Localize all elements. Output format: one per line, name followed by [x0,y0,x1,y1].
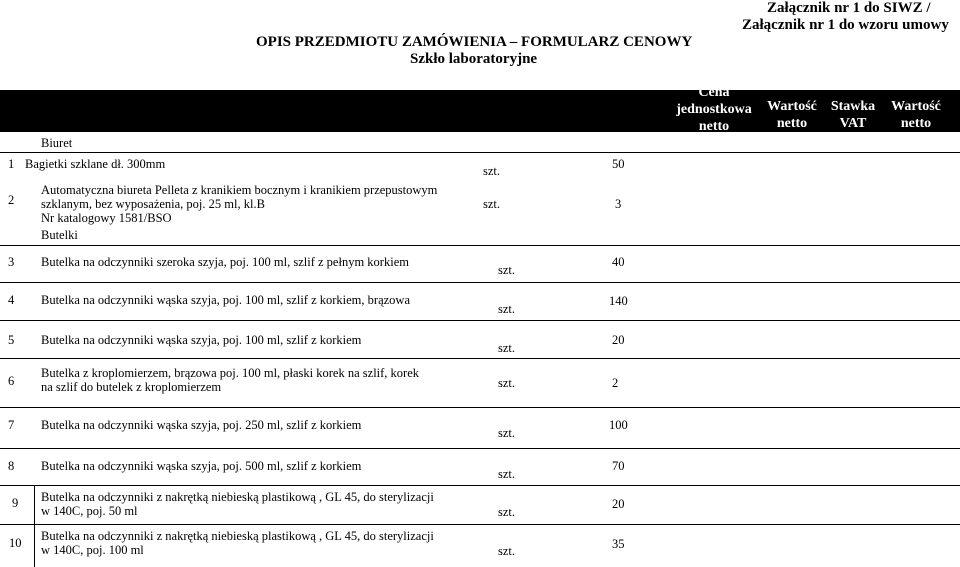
table-row-name: na szlif do butelek z kroplomierzem [41,380,222,394]
table-row-unit: szt. [498,341,516,355]
attachment-line1: Załącznik nr 1 do SIWZ / [767,0,931,16]
table-row-qty: 35 [612,537,625,551]
table-row-lp: 5 [8,333,15,347]
table-row-name: Nr katalogowy 1581/BSO [41,211,172,225]
table-row-name: Butelka na odczynniki wąska szyja, poj. 500 ml, szlif z korkiem [41,459,362,473]
table-row-unit: szt. [498,467,516,481]
table-row-lp: 3 [8,255,15,269]
table-row-qty: 20 [612,497,625,511]
table-row-name: Butelka na odczynniki szeroka szyja, poj. 100 ml, szlif z pełnym korkiem [41,255,409,269]
row-divider [0,407,960,408]
row-divider [0,448,960,449]
table-row-unit: szt. [498,426,516,440]
table-row-lp: 7 [8,418,15,432]
row-divider [0,245,960,246]
row-divider [0,524,960,525]
table-row-unit: szt. [498,302,516,316]
header-value-net-2: Wartość netto [891,99,941,131]
table-row-name: Butelka z kroplomierzem, brązowa poj. 100 ml, płaski korek na szlif, korek [41,366,420,380]
page-subtitle: Szkło laboratoryjne [410,51,538,67]
table-row-qty: 40 [612,255,625,269]
header-lp: Lp. [6,103,27,118]
table-row-qty: 50 [612,157,625,171]
table-row-qty: 100 [609,418,628,432]
table-row-name: Automatyczna biureta Pelleta z kranikiem bocznym i kranikiem przepustowym [41,183,438,197]
table-row-unit: szt. [498,505,516,519]
table-row-name: Butelka na odczynniki z nakrętką niebieską plastikową , GL 45, do sterylizacji [41,529,434,543]
section-biuret: Biuret [41,136,73,150]
row-divider [0,358,960,359]
table-row-unit: szt. [483,197,501,211]
row-divider [0,485,960,486]
table-row-qty: 2 [612,376,619,390]
table-row-lp: 8 [8,459,15,473]
row-divider [0,282,960,283]
table-row-unit: szt. [498,263,516,277]
table-row-name: Butelka na odczynniki wąska szyja, poj. 250 ml, szlif z korkiem [41,418,362,432]
table-row-name: Butelka na odczynniki wąska szyja, poj. 100 ml, szlif z korkiem [41,333,362,347]
table-row-lp: 10 [9,536,22,550]
table-row-name: w 140C, poj. 100 ml [41,543,144,557]
table-row-name: szklanym, bez wyposażenia, poj. 25 ml, kl.B [41,197,265,211]
header-value-net: Wartość netto [767,99,817,131]
table-row-unit: szt. [498,544,516,558]
table-row-name: Butelka na odczynniki z nakrętką niebieską plastikową , GL 45, do sterylizacji [41,490,434,504]
table-row-name: Butelka na odczynniki wąska szyja, poj. 100 ml, szlif z korkiem, brązowa [41,293,410,307]
table-row-name: Bagietki szklane dł. 300mm [25,157,166,171]
table-row-lp: 4 [8,293,15,307]
table-row-qty: 140 [609,294,628,308]
table-row-qty: 3 [615,197,622,211]
table-row-qty: 20 [612,333,625,347]
header-vat: Stawka VAT [830,99,876,131]
table-row-unit: szt. [498,376,516,390]
table-row-lp: 1 [8,157,15,171]
lp-column-divider [34,485,35,567]
header-unit-price: Cena jednostkowa netto [676,85,752,134]
page-title: OPIS PRZEDMIOTU ZAMÓWIENIA – FORMULARZ CENOWY [256,34,693,50]
header-unit: Jednostka [484,103,545,118]
table-row-lp: 9 [12,496,19,510]
table-row-qty: 70 [612,459,625,473]
table-row-lp: 2 [8,193,15,207]
attachment-line2: Załącznik nr 1 do wzoru umowy [742,17,949,33]
table-row-unit: szt. [483,164,501,178]
table-row-lp: 6 [8,374,15,388]
header-qty: Razem [600,103,642,118]
section-butelki: Butelki [41,228,78,242]
row-divider [0,320,960,321]
header-name: Szkło laboratoryjne [190,103,309,118]
row-divider [0,152,960,153]
table-row-name: w 140C, poj. 50 ml [41,504,138,518]
